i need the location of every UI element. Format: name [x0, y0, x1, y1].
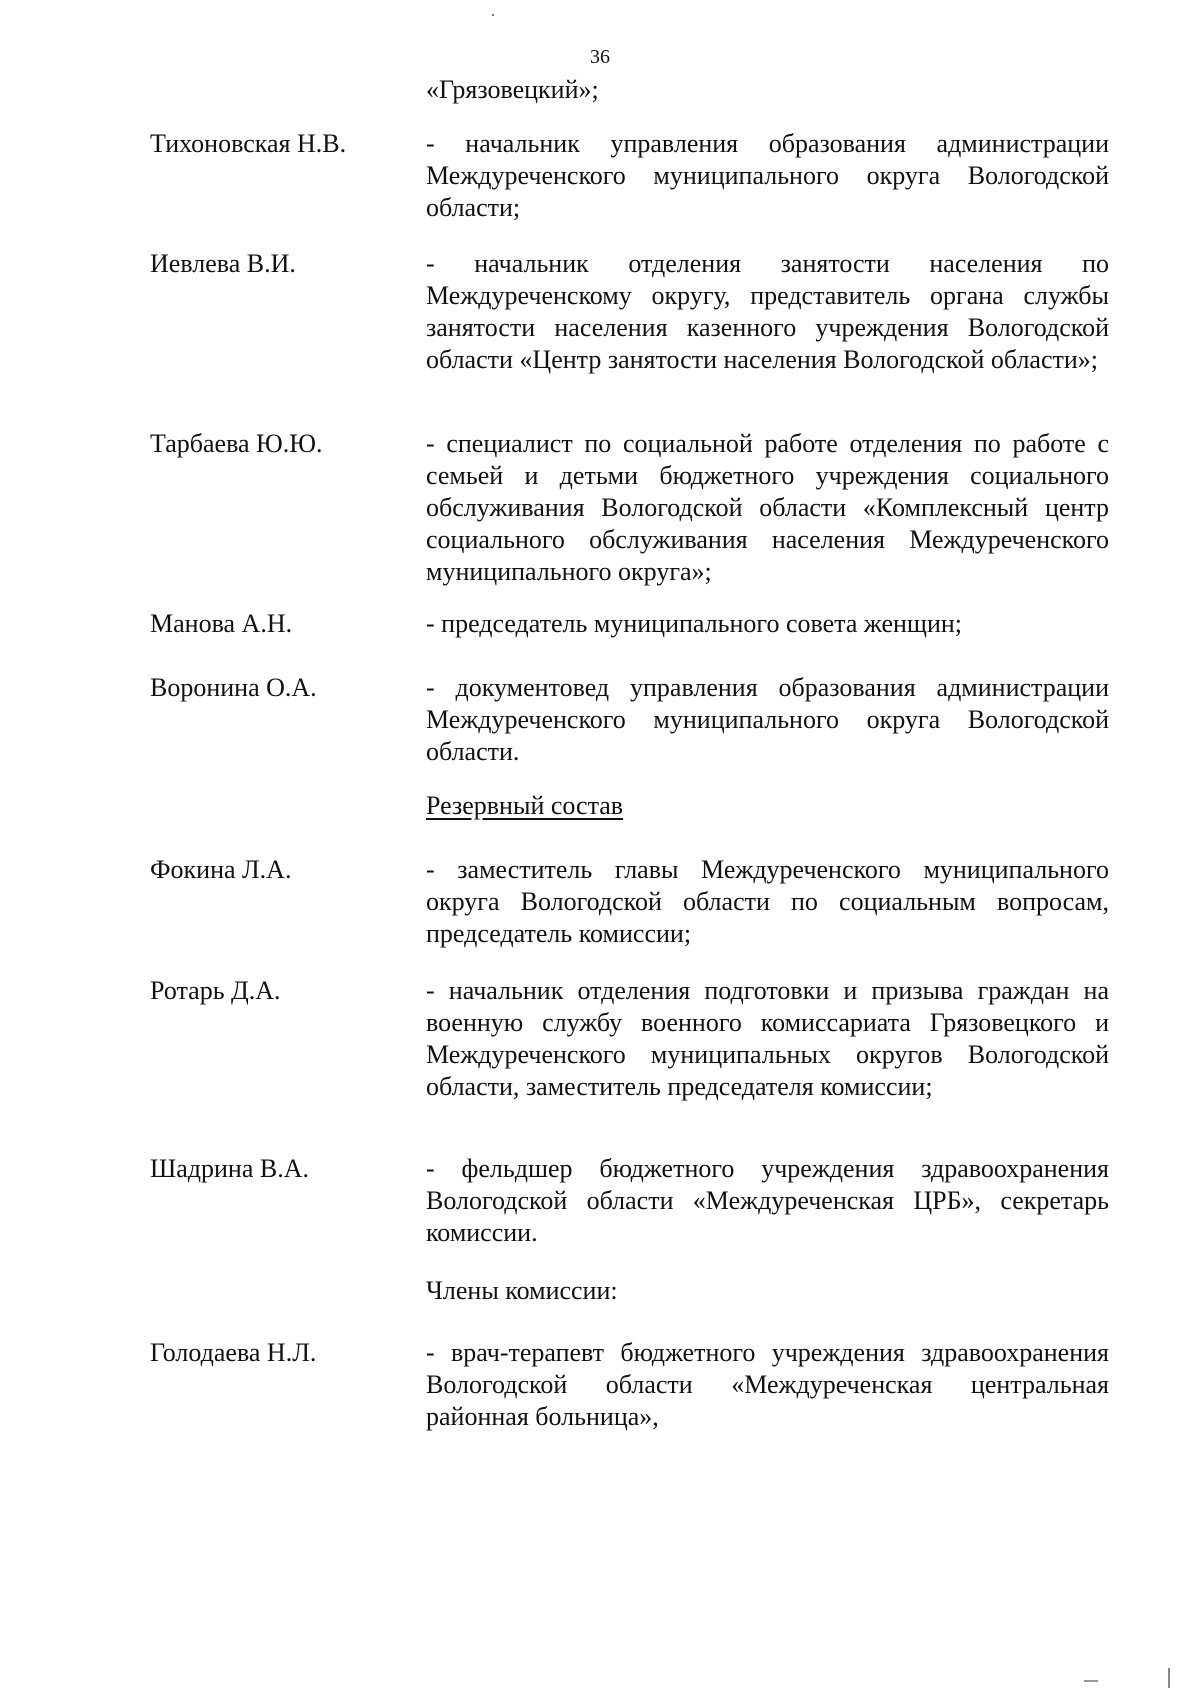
scan-speck	[1168, 1668, 1170, 1688]
member-description: - специалист по социальной работе отделения по работе с семьей и детьми бюджетного учреждения социального обслуживания Вологодской области «Комплексный центр социального обслуживания населения Междуреченского муниципального округа»;	[426, 429, 1109, 586]
member-description: - начальник отделения подготовки и призыва граждан на военную службу военного комиссариата Грязовецкого и Междуреченского муниципальных округов Вологодской области, заместитель председателя комиссии;	[426, 976, 1109, 1101]
page-number: 36	[590, 46, 610, 68]
scan-speck	[492, 14, 494, 16]
member-name: Манова А.Н.	[150, 609, 293, 638]
scan-speck	[1084, 1680, 1098, 1682]
reserve-heading: Резервный состав	[426, 791, 624, 820]
member-description: - председатель муниципального совета женщин;	[426, 609, 963, 638]
member-description: - начальник отделения занятости населения по Междуреченскому округу, представитель органа службы занятости населения казенного учреждения Вологодской области «Центр занятости населения Вологодской области»;	[426, 249, 1109, 374]
member-description: - врач-терапевт бюджетного учреждения здравоохранения Вологодской области «Междуреченская центральная районная больница»,	[426, 1338, 1109, 1431]
member-name: Шадрина В.А.	[150, 1154, 309, 1183]
member-description: - фельдшер бюджетного учреждения здравоохранения Вологодской области «Междуреченская ЦРБ», секретарь комиссии.	[426, 1154, 1109, 1247]
member-description: - начальник управления образования администрации Междуреченского муниципального округа Вологодской области;	[426, 129, 1109, 222]
member-name: Тарбаева Ю.Ю.	[150, 429, 323, 458]
member-name: Голодаева Н.Л.	[150, 1338, 317, 1367]
member-name: Воронина О.А.	[150, 673, 317, 702]
member-name: Ротарь Д.А.	[150, 976, 281, 1005]
members-heading: Члены комиссии:	[426, 1276, 618, 1305]
member-description: - заместитель главы Междуреченского муниципального округа Вологодской области по социальным вопросам, председатель комиссии;	[426, 855, 1109, 948]
member-name: Фокина Л.А.	[150, 855, 292, 884]
member-description: - документовед управления образования администрации Междуреченского муниципального округа Вологодской области.	[426, 673, 1109, 766]
continuation-text: «Грязовецкий»;	[426, 75, 599, 104]
member-name: Тихоновская Н.В.	[150, 129, 347, 158]
member-name: Иевлева В.И.	[150, 249, 296, 278]
